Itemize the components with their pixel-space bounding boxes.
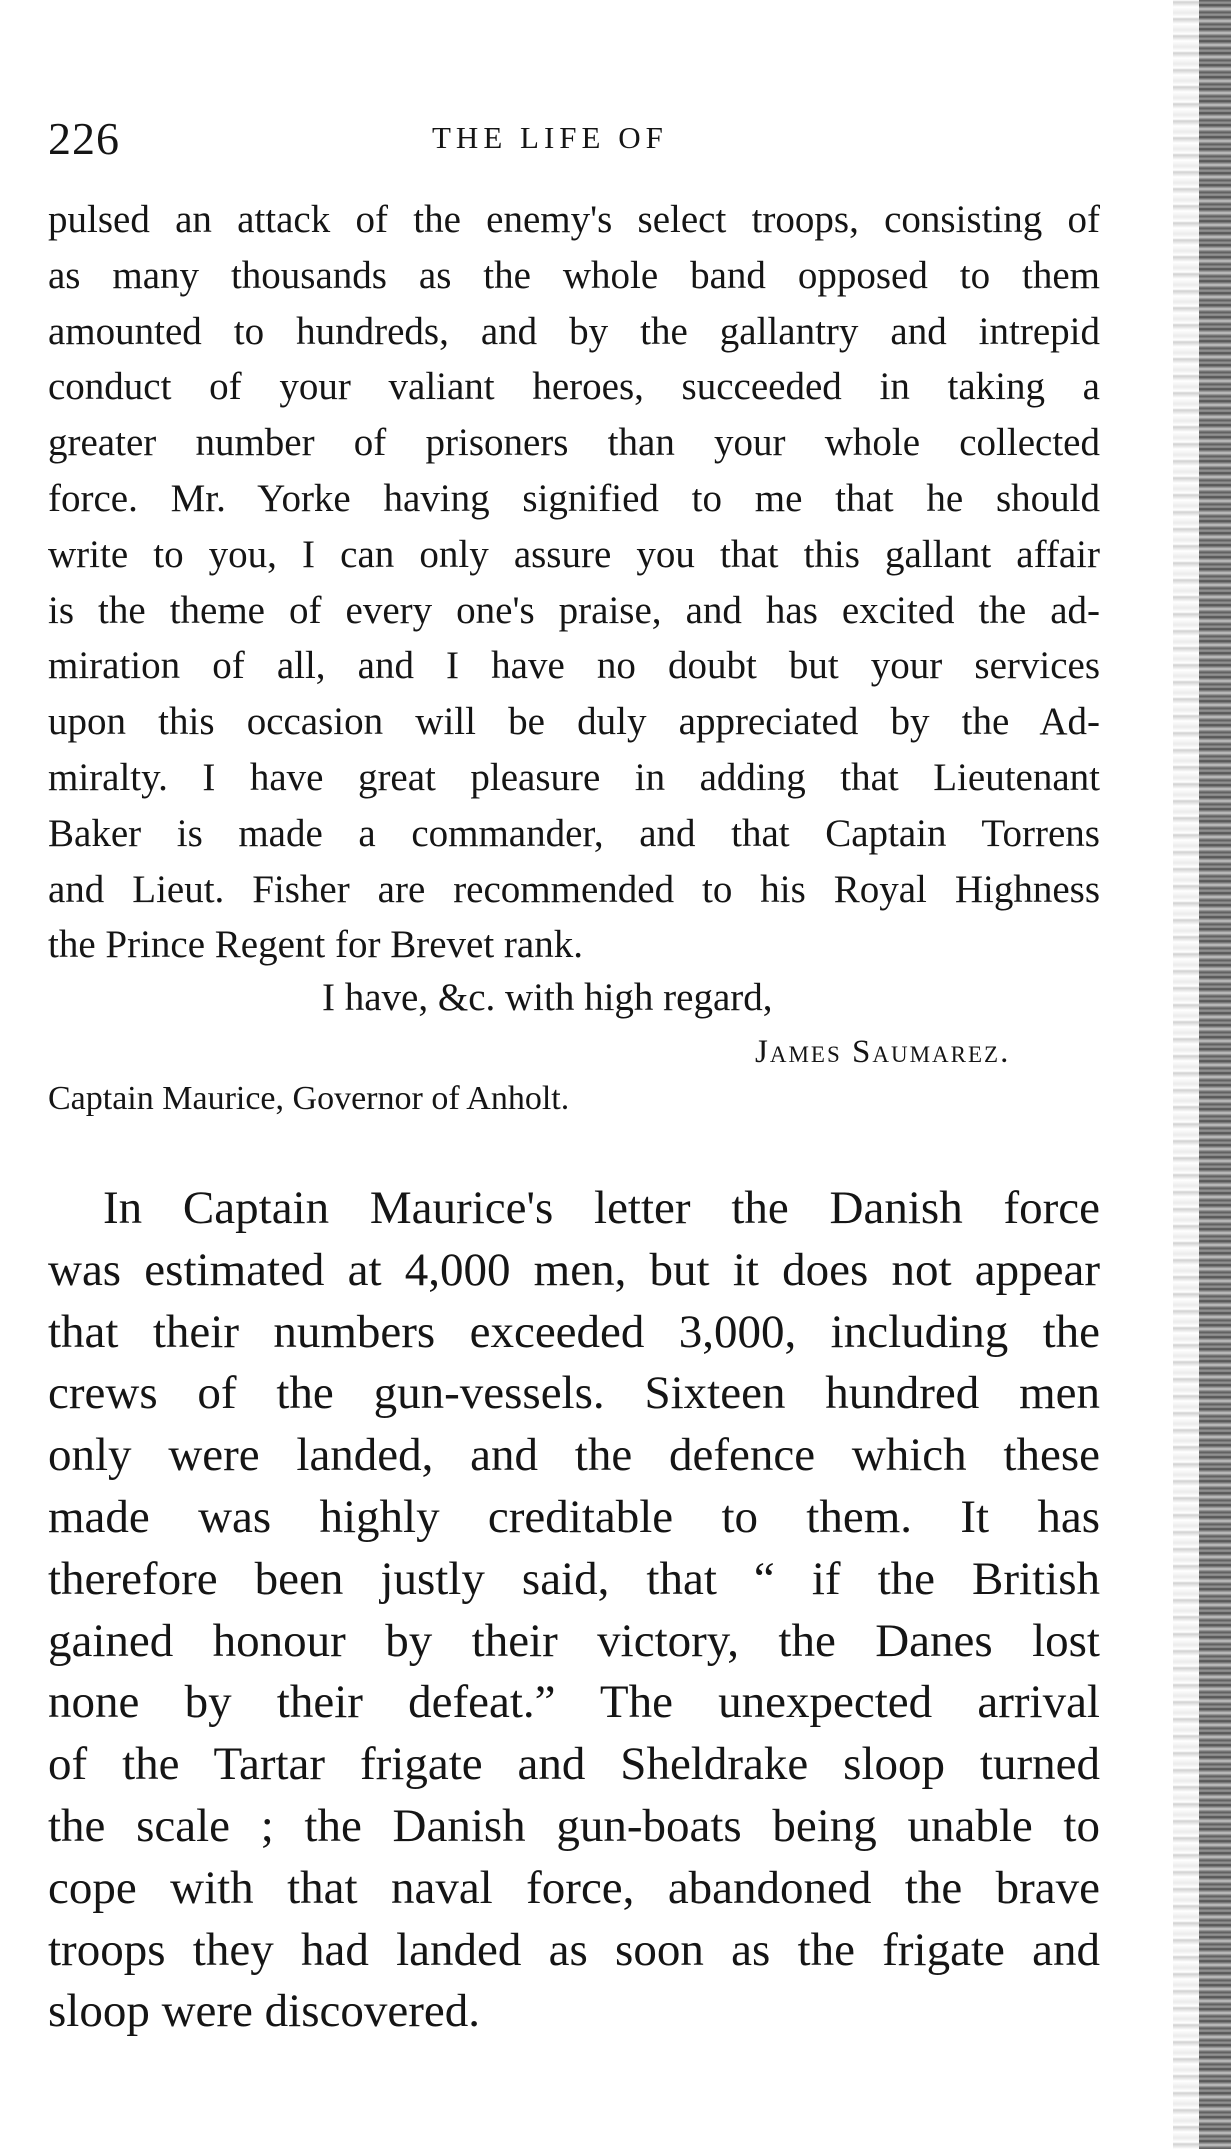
letter-line: miralty. I have great pleasure in adding that Lieutenant [48, 755, 1100, 799]
narrative-line: sloop were discovered. [48, 1985, 480, 2038]
narrative-line: only were landed, and the defence which these [48, 1429, 1100, 1482]
narrative-line: therefore been justly said, that “ if the British [48, 1552, 1100, 1605]
page-number: 226 [48, 113, 120, 164]
letter-line: Baker is made a commander, and that Captain Torrens [48, 811, 1100, 855]
letter-line: greater number of prisoners than your whole collected [48, 421, 1100, 465]
letter-line: miration of all, and I have no doubt but your services [48, 644, 1100, 688]
narrative-line: none by their defeat.” The unexpected arrival [48, 1676, 1100, 1729]
narrative-line: In Captain Maurice's letter the Danish force [103, 1182, 1100, 1234]
page-edge [1199, 0, 1231, 2149]
letter-line: pulsed an attack of the enemy's select troops, consisting of [48, 198, 1100, 241]
letter-line: write to you, I can only assure you that this gallant affair [48, 532, 1100, 576]
letter-addressee: Captain Maurice, Governor of Anholt. [48, 1080, 570, 1117]
letter-excerpt [48, 192, 1100, 973]
page-edge-shadow [1173, 0, 1199, 2149]
letter-line: as many thousands as the whole band opposed to them [48, 253, 1100, 297]
narrative-line: made was highly creditable to them. It has [48, 1490, 1100, 1543]
running-header [48, 112, 1108, 172]
narrative-line: crews of the gun-vessels. Sixteen hundred men [48, 1367, 1100, 1420]
narrative-line: that their numbers exceeded 3,000, including the [48, 1305, 1100, 1358]
letter-closing: I have, &c. with high regard, [322, 976, 773, 1019]
narrative-line: of the Tartar frigate and Sheldrake sloop turned [48, 1738, 1100, 1791]
letter-line: force. Mr. Yorke having signified to me that he should [48, 476, 1100, 520]
narrative-line: the scale ; the Danish gun-boats being unable to [48, 1799, 1100, 1852]
running-title: THE LIFE OF [432, 120, 668, 155]
narrative-line: was estimated at 4,000 men, but it does not appear [48, 1243, 1100, 1296]
letter-line: conduct of your valiant heroes, succeeded in taking a [48, 365, 1100, 409]
narrative-line: cope with that naval force, abandoned the brave [48, 1861, 1100, 1914]
letter-signature: James Saumarez. [755, 1034, 1011, 1070]
letter-line: upon this occasion will be duly appreciated by the Ad- [48, 700, 1100, 744]
letter-line: is the theme of every one's praise, and has excited the ad- [48, 588, 1100, 632]
narrative-paragraph [48, 1178, 1100, 2043]
narrative-line: gained honour by their victory, the Danes lost [48, 1614, 1100, 1667]
letter-line: and Lieut. Fisher are recommended to his Royal Highness [48, 867, 1100, 911]
letter-line: the Prince Regent for Brevet rank. [48, 923, 583, 967]
narrative-line: troops they had landed as soon as the frigate and [48, 1923, 1100, 1976]
letter-line: amounted to hundreds, and by the gallantry and intrepid [48, 309, 1100, 353]
